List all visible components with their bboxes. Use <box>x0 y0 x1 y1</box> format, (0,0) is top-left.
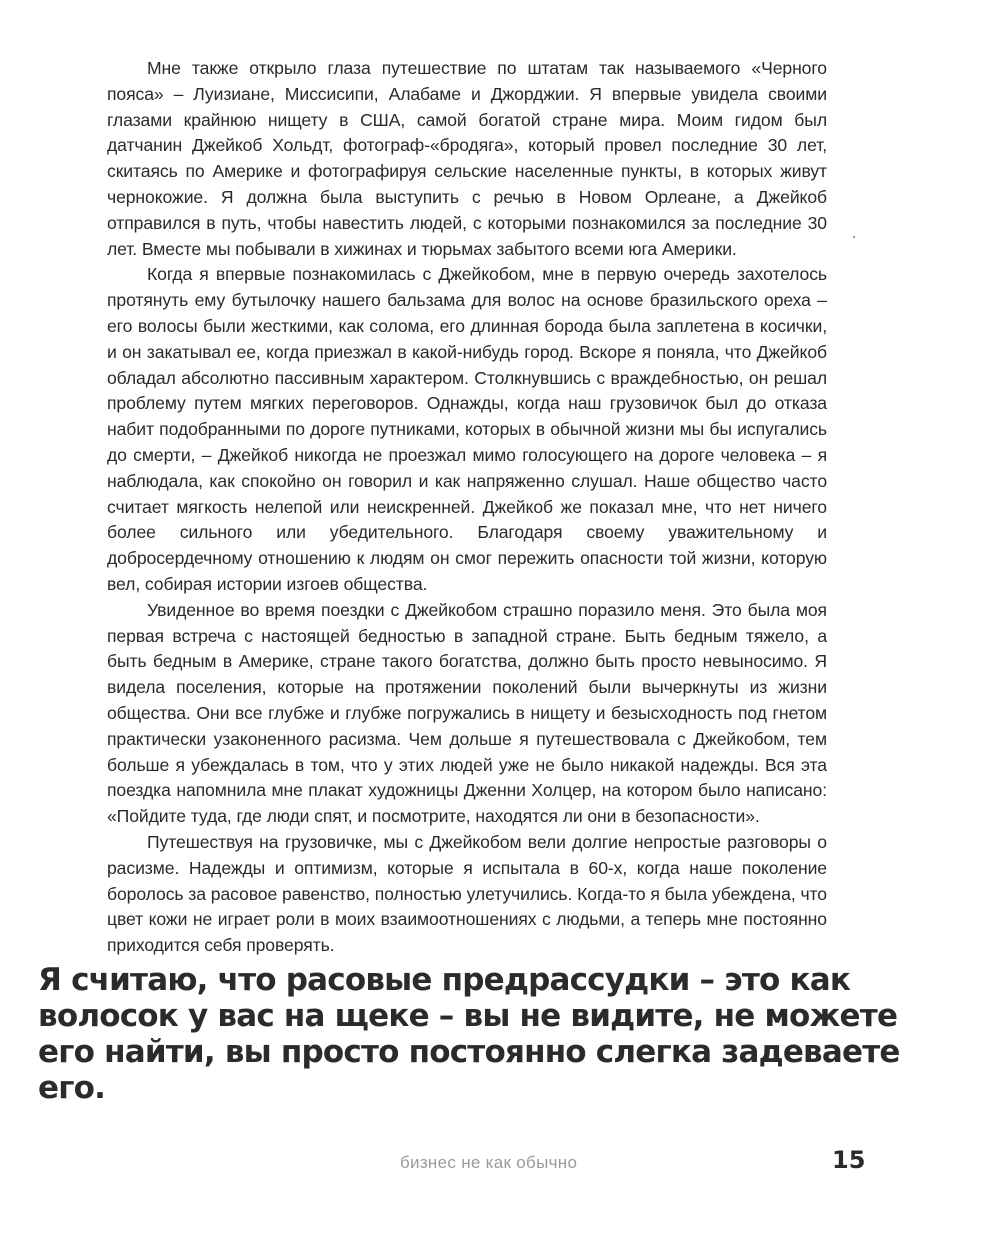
paragraph-4: Путешествуя на грузовичке, мы с Джейкобом вели долгие непростые разговоры о расизме. Надежды и оптимизм, которые я испытала в 60-х, когда наше поколение боролось за расовое равенство, полностью улетучились. Когда-то я была убеждена, что цвет кожи не играет роли в моих взаимоотношениях с людьми, а теперь мне постоянно приходится себя проверять. <box>107 831 827 956</box>
scan-speck <box>853 236 855 238</box>
pull-quote: Я считаю, что расовые предрассудки – это как волосок у вас на щеке – вы не видите, не можете его найти, вы просто постоянно слегка задеваете его. <box>38 962 900 1106</box>
paragraph-2: Когда я впервые познакомилась с Джейкобом, мне в первую очередь захотелось протянуть ему бутылочку нашего бальзама для волос на основе бразильского ореха – его волосы были жесткими, как солома, его длинная борода была заплетена в косички, и он закатывал ее, когда приезжал в какой-нибудь город. Вскоре я поняла, что Джейкоб обладал абсолютно пассивным характером. Столкнувшись с враждебностью, он решал проблему путем мягких переговоров. Однажды, когда наш грузовичок был до отказа набит подобранными по дороге путниками, которых в обычной жизни мы бы испугались до смерти, – Джейкоб никогда не проезжал мимо голосующего на дороге человека – я наблюдала, как спокойно он говорил и как напряженно слушал. Наше общество часто считает мягкость нелепой или неискренней. Джейкоб же показал мне, что нет ничего более сильного или убедительного. Благодаря своему уважительному и добросердечному отношению к людям он смог пережить опасности той жизни, которую вел, собирая истории изгоев общества. <box>107 264 827 594</box>
paragraph-3: Увиденное во время поездки с Джейкобом страшно поразило меня. Это была моя первая встреча с настоящей бедностью в западной стране. Быть бедным тяжело, а быть бедным в Америке, стране такого богатства, должно быть просто невыносимо. Я видела поселения, которые на протяжении поколений были вычеркнуты из жизни общества. Они все глубже и глубже погружались в нищету и безысходность под гнетом практически узаконенного расизма. Чем дольше я путешествовала с Джейкобом, тем больше я убеждалась в том, что у этих людей уже не было никакой надежды. Вся эта поездка напомнила мне плакат художницы Дженни Холцер, на котором было написано: «Пойдите туда, где люди спят, и посмотрите, находятся ли они в безопасности». <box>107 599 827 827</box>
running-footer-title: бизнес не как обычно <box>400 1153 578 1172</box>
body-text <box>107 56 827 959</box>
page-number: 15 <box>832 1146 866 1174</box>
paragraph-1: Мне также открыло глаза путешествие по штатам так называемого «Черного пояса» – Луизиане, Миссисипи, Алабаме и Джорджии. Я впервые увидела своими глазами крайнюю нищету в США, самой богатой стране мира. Моим гидом был датчанин Джейкоб Хольдт, фотограф-«бродяга», который провел последние 30 лет, скитаясь по Америке и фотографируя сельские населенные пункты, в которых живут чернокожие. Я должна была выступить с речью в Новом Орлеане, а Джейкоб отправился в путь, чтобы навестить людей, с которыми познакомился за последние 30 лет. Вместе мы побывали в хижинах и тюрьмах забытого всеми юга Америки. <box>107 58 827 259</box>
